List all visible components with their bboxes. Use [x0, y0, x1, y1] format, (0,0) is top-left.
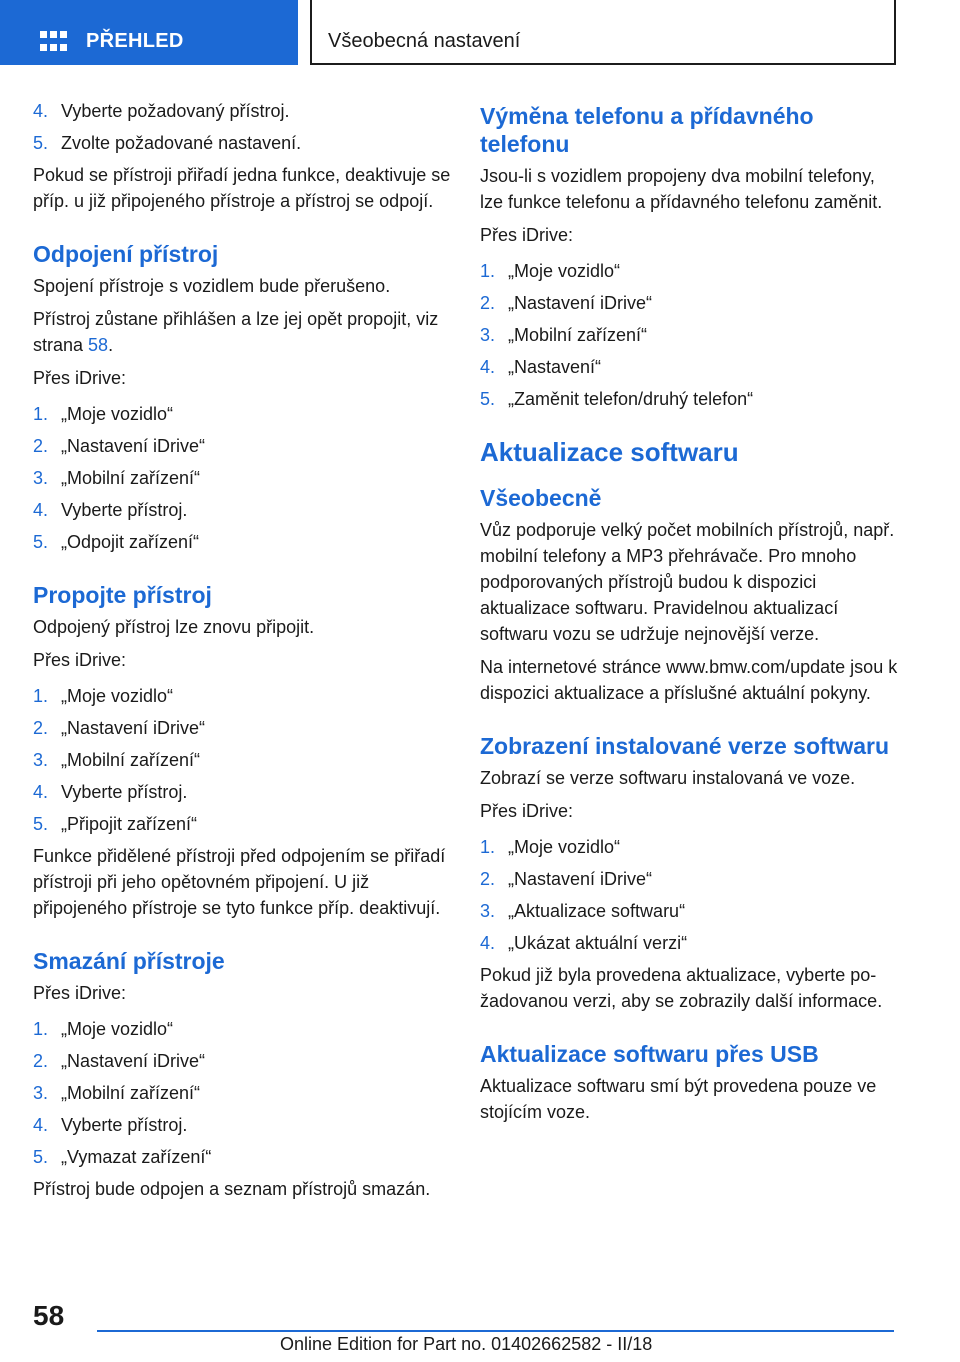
list-item: 5. „Připojit zařízení“	[33, 814, 198, 834]
section-title-box	[310, 0, 896, 65]
list-item: 5. „Odpojit zařízení“	[33, 532, 200, 552]
top-step-list	[33, 98, 453, 156]
list-item: 5. „Zaměnit telefon/druhý telefon“	[480, 389, 754, 409]
via-idrive-label: Přes iDrive:	[33, 983, 127, 1003]
grid-menu-icon	[40, 31, 67, 52]
list-item: 1. „Moje vozidlo“	[33, 1019, 174, 1039]
paragraph: Spojení přístroje s vozidlem bude přerušeno.	[33, 276, 391, 296]
list-item: 3. „Mobilní zařízení“	[33, 468, 201, 488]
disconnect-step-list	[33, 401, 453, 555]
list-item: 3. „Mobilní zařízení“	[33, 750, 201, 770]
version-step-list	[480, 834, 900, 956]
delete-step-list	[33, 1016, 453, 1170]
overview-nav-label: PŘEHLED	[86, 30, 184, 52]
list-item: 1. „Moje vozidlo“	[480, 261, 621, 281]
overview-nav-button[interactable]	[0, 0, 298, 65]
right-column	[480, 98, 900, 1132]
list-item: 2. „Nastavení iDrive“	[33, 1051, 206, 1071]
list-item: 4. „Ukázat aktuální verzi“	[480, 933, 688, 953]
connect-step-list	[33, 683, 453, 837]
list-item: 2. „Nastavení iDrive“	[33, 436, 206, 456]
paragraph: Na internetové stránce www.bmw.com/update jsou k dispozici aktualizace a příslušné aktuální pokyny.	[480, 657, 898, 703]
list-item: 3. „Mobilní zařízení“	[480, 325, 648, 345]
heading-software-update: Aktualizace softwaru	[480, 437, 739, 467]
heading-disconnect-device: Odpojení přístroj	[33, 241, 219, 267]
paragraph: Pokud se přístroji přiřadí jedna funkce, deaktivuje se příp. u již připojeného přístroje a přístroj se odpojí.	[33, 165, 451, 211]
list-item: 1. „Moje vozidlo“	[480, 837, 621, 857]
heading-delete-device: Smazání přístroje	[33, 948, 225, 974]
list-item: 4. „Nastavení“	[480, 357, 602, 377]
paragraph: Odpojený přístroj lze znovu připojit.	[33, 617, 315, 637]
page-link[interactable]: 58	[88, 335, 109, 355]
via-idrive-label: Přes iDrive:	[480, 225, 574, 245]
list-item: 2. „Nastavení iDrive“	[480, 869, 653, 889]
paragraph: Jsou-li s vozidlem propojeny dva mobilní telefony, lze funkce telefonu a přídavného telefonu zaměnit.	[480, 166, 883, 212]
left-column	[33, 98, 453, 1209]
list-item: 3. „Aktualizace softwaru“	[480, 901, 686, 921]
swap-step-list	[480, 258, 900, 412]
paragraph: Aktualizace softwaru smí být provedena pouze ve stojícím voze.	[480, 1076, 877, 1122]
paragraph: Vůz podporuje velký počet mobilních přístrojů, např. mobilní telefony a MP3 přehrávače. Pro mnoho podporovaných přístrojů budou k dispozici aktualizace softwaru. Pravidelnou aktualizací softwaru vozu se udržuje nejnovější verze.	[480, 520, 895, 644]
page-number: 58	[33, 1300, 65, 1331]
via-idrive-label: Přes iDrive:	[33, 650, 127, 670]
paragraph: Zobrazí se verze softwaru instalovaná ve voze.	[480, 768, 856, 788]
heading-connect-device: Propojte přístroj	[33, 582, 212, 608]
list-item: 2. „Nastavení iDrive“	[480, 293, 653, 313]
list-item: 5. „Vymazat zařízení“	[33, 1147, 212, 1167]
heading-general: Všeobecně	[480, 485, 602, 511]
paragraph: Funkce přidělené přístroji před odpojením se přiřadí přístroji při jeho opětovném připojení. U již připojeného přístroje se tyto funkce příp. deaktivují.	[33, 846, 446, 918]
edition-label: Online Edition for Part no. 01402662582 - II/18	[280, 1334, 653, 1354]
list-item: 1. „Moje vozidlo“	[33, 686, 174, 706]
heading-installed-version: Zobrazení instalované verze softwaru	[480, 733, 890, 759]
list-item: 4. Vyberte přístroj.	[33, 500, 188, 520]
list-item: 2. „Nastavení iDrive“	[33, 718, 206, 738]
heading-swap-phone: Výměna telefonu a přídavného telefonu	[480, 103, 814, 157]
list-item: 4. Vyberte přístroj.	[33, 782, 188, 802]
paragraph: Přístroj zůstane přihlášen a lze jej opět propojit, viz strana 58.	[33, 309, 439, 355]
footer-divider	[97, 1330, 894, 1332]
via-idrive-label: Přes iDrive:	[480, 801, 574, 821]
paragraph: Přístroj bude odpojen a seznam přístrojů smazán.	[33, 1179, 431, 1199]
list-item: 4. Vyberte přístroj.	[33, 1115, 188, 1135]
list-item: 4. Vyberte požadovaný přístroj.	[33, 101, 290, 121]
heading-usb-update: Aktualizace softwaru přes USB	[480, 1041, 819, 1067]
via-idrive-label: Přes iDrive:	[33, 368, 127, 388]
section-title: Všeobecná nastavení	[328, 30, 521, 52]
paragraph: Pokud již byla provedena aktualizace, vyberte požadovanou verzi, aby se zobrazily další informace.	[480, 965, 883, 1011]
list-item: 5. Zvolte požadované nastavení.	[33, 133, 302, 153]
list-item: 3. „Mobilní zařízení“	[33, 1083, 201, 1103]
list-item: 1. „Moje vozidlo“	[33, 404, 174, 424]
